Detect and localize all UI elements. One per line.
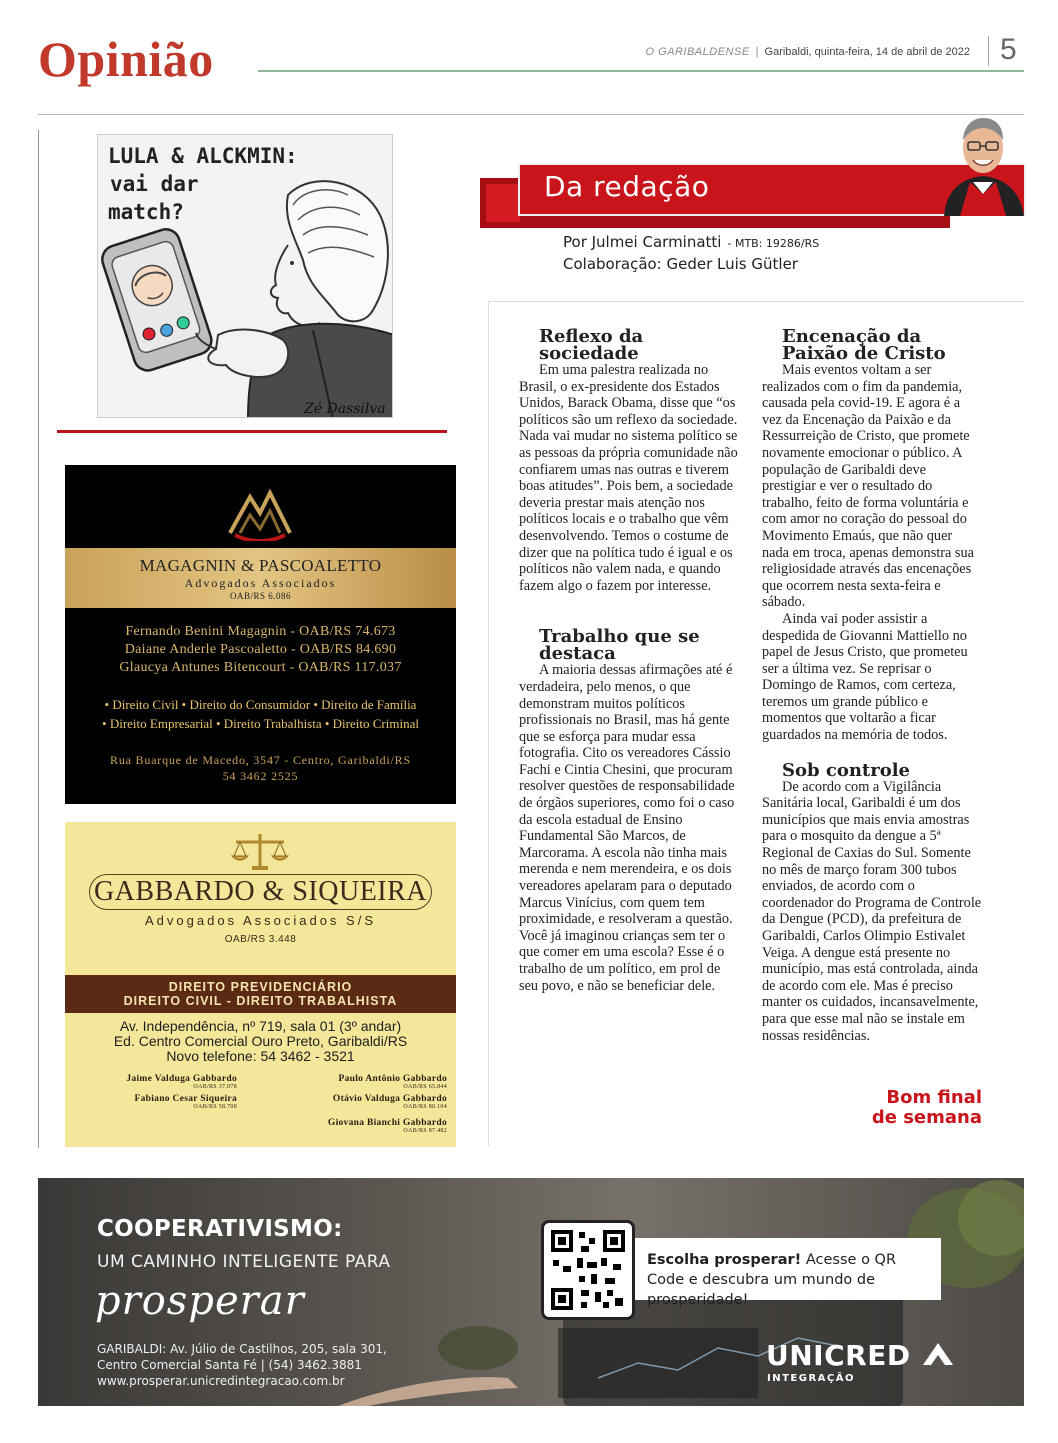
practice-areas bbox=[65, 695, 456, 733]
section-title: Opinião bbox=[38, 31, 214, 87]
banner-script-word: prosperar bbox=[95, 1278, 305, 1324]
cartoon-caption-line2: vai dar bbox=[110, 172, 199, 196]
lawyer-oab: OAB/RS 37.078 bbox=[193, 1084, 237, 1090]
article-title: Trabalho que se destaca bbox=[539, 626, 700, 665]
firm-address: Ed. Centro Comercial Ouro Preto, Garibaldi/RS bbox=[113, 1033, 408, 1049]
lawyer-entry: Fernando Benini Magagnin - OAB/RS 74.673 bbox=[125, 624, 396, 639]
ad-unicred-banner[interactable] bbox=[38, 1178, 1024, 1406]
article-body: De acordo com a Vigilância Sanitária local, Garibaldi é um dos municípios que mais envia amostras para o mosquito da dengue a 5ª Regional de Caxias do Sul. Somente no mês de março foram 300 tubos enviados, de acordo com o coordenador do Programa de Controle da Dengue (PCD), da prefeitura de Garibaldi, Carlos Olimpio Estivalet Veiga. A dengue está presente no município, mas está controlada, ainda de acordo com ele. Mas é preciso manter os cuidados, incansavelmente, para que esse mal não se instale em nossas residências. bbox=[762, 778, 982, 1044]
article-title: Encenação da Paixão de Cristo bbox=[782, 326, 946, 364]
masthead-separator: | bbox=[755, 46, 759, 58]
lawyer-oab: OAB/RS 80.104 bbox=[403, 1104, 447, 1110]
article bbox=[519, 628, 739, 994]
lawyer-entry: Glaucya Antunes Bitencourt - OAB/RS 117.037 bbox=[119, 660, 402, 675]
lawyer-name: Otávio Valduga Gabbardo bbox=[332, 1094, 447, 1104]
lawyer-list bbox=[65, 1074, 456, 1144]
callout-text: Acesse o QR Code e descubra um mundo de prosperidade! bbox=[647, 1252, 897, 1308]
author-photo bbox=[940, 110, 1026, 216]
article bbox=[519, 328, 739, 594]
editorial-cartoon bbox=[97, 134, 393, 418]
article-column-right bbox=[762, 328, 982, 1044]
byline bbox=[563, 232, 819, 275]
ad-magagnin-pascoaletto[interactable] bbox=[65, 465, 456, 804]
firm-address-block bbox=[65, 1019, 456, 1064]
banner-address-line: GARIBALDI: Av. Júlio de Castilhos, 205, sala 301, bbox=[97, 1342, 387, 1356]
practice-areas-line: DIREITO CIVIL - DIREITO TRABALHISTA bbox=[123, 994, 398, 1008]
article-title: Reflexo da sociedade bbox=[539, 326, 644, 364]
lawyer-entry bbox=[265, 1074, 447, 1091]
banner-headline: COOPERATIVISMO: bbox=[97, 1216, 343, 1242]
lawyer-list bbox=[65, 623, 456, 677]
practice-areas-line: • Direito Civil • Direito do Consumidor • Direito de Família bbox=[104, 697, 417, 712]
cartoon-caption-line1: LULA & ALCKMIN: bbox=[108, 144, 298, 168]
brand-subtitle: INTEGRAÇÃO bbox=[767, 1373, 855, 1384]
firm-name: GABBARDO & SIQUEIRA bbox=[89, 874, 432, 910]
firm-address-block bbox=[65, 752, 456, 784]
article-column-left bbox=[519, 328, 739, 994]
signoff-line: Bom final bbox=[886, 1087, 982, 1108]
cartoon-rule bbox=[57, 430, 447, 433]
header-rule bbox=[258, 70, 1024, 72]
lawyer-entry bbox=[265, 1094, 447, 1111]
column-banner-accent bbox=[486, 184, 520, 222]
column-title: Da redação bbox=[544, 170, 710, 203]
firm-band bbox=[65, 548, 456, 608]
masthead bbox=[645, 46, 970, 58]
lawyer-entry bbox=[245, 1118, 447, 1135]
collaboration-credit: Colaboração: Geder Luis Gütler bbox=[563, 255, 798, 273]
lawyer-entry: Daiane Anderle Pascoaletto - OAB/RS 84.690 bbox=[124, 642, 397, 657]
article-body: Em uma palestra realizada no Brasil, o ex-presidente dos Estados Unidos, Barack Obama, disse que “os políticos são um reflexo da sociedade. Nada vai mudar no sistema político se as pessoas da própria comunidade não confiarem umas nas outras e tiverem boas atitudes”. Pois bem, a sociedade deveria prestar mais atenção nos políticos locais e o trabalho que vêm desenvolvendo. Temos o costume de dizer que na política tudo é igual e os políticos não valem nada, e quando fazem algo o fazem por interesse. bbox=[519, 362, 738, 594]
lawyer-name: Fabiano Cesar Siqueira bbox=[134, 1094, 237, 1104]
firm-subtitle: Advogados Associados S/S bbox=[145, 913, 376, 928]
qr-callout bbox=[635, 1238, 941, 1308]
practice-areas-bar bbox=[65, 975, 456, 1013]
top-rule bbox=[38, 114, 1024, 115]
left-column-rule bbox=[38, 130, 39, 1148]
firm-name: MAGAGNIN & PASCOALETTO bbox=[139, 556, 382, 575]
firm-phone: 54 3462 2525 bbox=[222, 769, 299, 783]
banner-address-line: Centro Comercial Santa Fé | (54) 3462.3881 bbox=[97, 1358, 362, 1372]
article-spacer bbox=[519, 594, 739, 628]
article-body: Mais eventos voltam a ser realizados com o fim da pandemia, causada pela covid-19. E agora é a vez da Encenação da Paixão e da Ressurreição de Cristo, que promete novamente emocionar o público. A população de Garibaldi deve prestigiar e ver o resultado do trabalho, feito de forma voluntária e com amor no coração do pessoal do Movimento Emaús, que não quer nada em troca, apenas demonstra sua religiosidade através das encenações que ocorrem nesta sexta-feira e sábado. bbox=[762, 362, 974, 611]
signoff-line: de semana bbox=[871, 1107, 982, 1128]
unicred-arrow-icon bbox=[921, 1341, 955, 1367]
dateline: Garibaldi, quinta-feira, 14 de abril de 2022 bbox=[764, 46, 970, 58]
practice-areas-line: • Direito Empresarial • Direito Trabalhista • Direito Criminal bbox=[102, 716, 419, 731]
firm-oab: OAB/RS 6.086 bbox=[229, 591, 291, 601]
newspaper-name: O GARIBALDENSE bbox=[645, 46, 750, 58]
lawyer-oab: OAB/RS 87.482 bbox=[403, 1128, 447, 1134]
column-signoff bbox=[872, 1088, 982, 1128]
article-body: A maioria dessas afirmações até é verdadeira, pelo menos, o que demonstram muitos políticos profissionais no Brasil, mas há gente que se esforça para mudar essa fotografia. Cito os vereadores Cássio Fachi e Cintia Chesini, que procuram resolver questões de responsabilidade de órgãos superiores, como foi o caso da escola estadual de Ensino Fundamental São Marcos, de Marcorama. A escola não tinha mais merenda e nem merendeira, e os dois vereadores apelaram para o deputado Marcus Vinícius, com quem tem proximidade, e resolveram a questão. Você já imaginou crianças sem ter o que comer em uma escola? Esse é o trabalho de um político, em prol de seu povo, e não se beneficiar dele. bbox=[519, 662, 735, 994]
lawyer-name: Giovana Bianchi Gabbardo bbox=[327, 1118, 447, 1128]
author-name: Por Julmei Carminatti bbox=[563, 233, 722, 251]
ad-gabbardo-siqueira[interactable] bbox=[65, 822, 456, 1147]
article-body: Ainda vai poder assistir a despedida de Giovanni Mattiello no papel de Jesus Cristo, que prometeu ser a última vez. Se reprisar o Domingo de Ramos, com certeza, teremos um grande público e momentos que voltarão a ficar guardados na memória de todos. bbox=[762, 610, 968, 744]
practice-areas-line: DIREITO PREVIDENCIÁRIO bbox=[168, 980, 353, 994]
lawyer-entry bbox=[71, 1074, 237, 1091]
banner-address bbox=[97, 1341, 387, 1389]
cartoon-signature: Zé Dassilva bbox=[304, 401, 386, 417]
banner-tagline: UM CAMINHO INTELIGENTE PARA bbox=[97, 1252, 391, 1272]
brand-name: UNICRED bbox=[766, 1339, 911, 1372]
qr-code-pattern bbox=[551, 1230, 625, 1310]
author-mtb: - MTB: 19286/RS bbox=[727, 237, 820, 250]
article-frame-left bbox=[488, 301, 489, 1146]
cartoon-caption-line3: match? bbox=[108, 200, 184, 224]
firm-oab: OAB/RS 3.448 bbox=[224, 934, 297, 945]
lawyer-name: Paulo Antônio Gabbardo bbox=[338, 1074, 447, 1084]
page-number-divider bbox=[988, 36, 989, 66]
qr-code-icon[interactable] bbox=[541, 1220, 635, 1320]
lawyer-entry bbox=[71, 1094, 237, 1111]
article bbox=[762, 328, 982, 744]
unicred-logo bbox=[766, 1339, 955, 1372]
firm-phone: Novo telefone: 54 3462 - 3521 bbox=[166, 1048, 355, 1064]
article-spacer bbox=[762, 744, 982, 762]
lawyer-oab: OAB/RS 65.844 bbox=[403, 1084, 447, 1090]
firm-address: Rua Buarque de Macedo, 3547 - Centro, Garibaldi/RS bbox=[110, 753, 411, 767]
article-title: Sob controle bbox=[782, 759, 911, 781]
banner-website[interactable]: www.prosperar.unicredintegracao.com.br bbox=[97, 1374, 345, 1388]
page-number: 5 bbox=[1000, 33, 1017, 66]
callout-bold: Escolha prosperar! bbox=[647, 1252, 802, 1268]
author-portrait bbox=[940, 110, 1026, 216]
mountain-logo-icon bbox=[225, 485, 295, 541]
lawyer-oab: OAB/RS 58.708 bbox=[193, 1104, 237, 1110]
article bbox=[762, 759, 982, 1045]
scales-of-justice-icon bbox=[230, 832, 290, 872]
firm-address: Av. Independência, nº 719, sala 01 (3º andar) bbox=[119, 1018, 402, 1034]
lawyer-name: Jaime Valduga Gabbardo bbox=[126, 1074, 237, 1084]
firm-subtitle: Advogados Associados bbox=[184, 576, 337, 590]
article-frame-top bbox=[488, 301, 1024, 302]
cartoon-drawing bbox=[98, 135, 393, 418]
